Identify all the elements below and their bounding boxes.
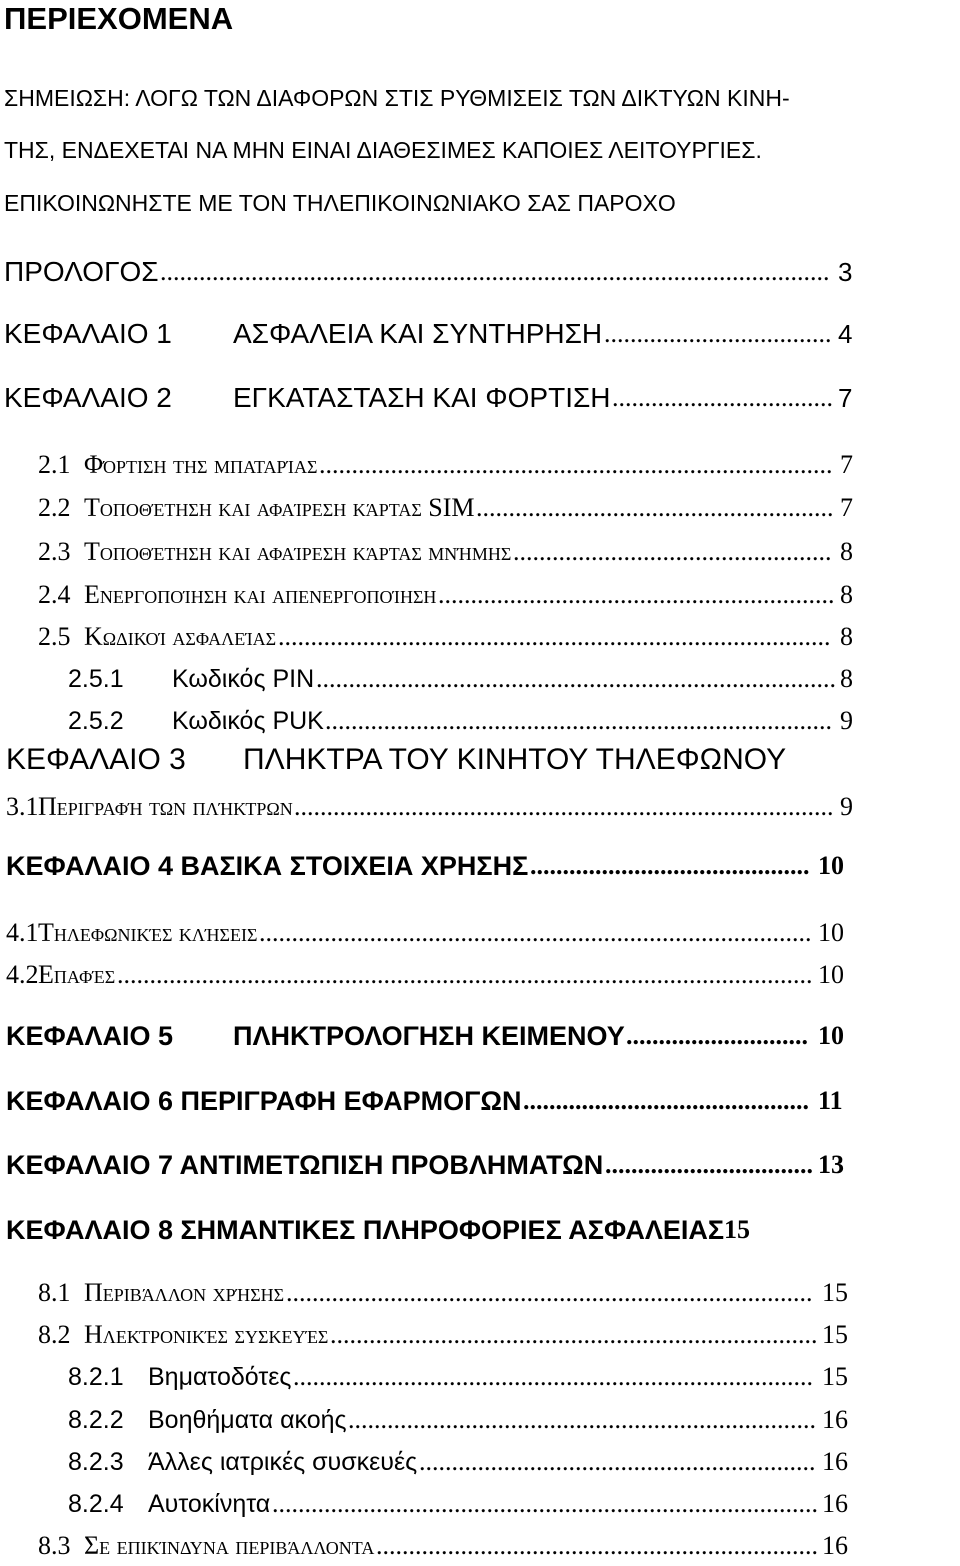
toc-entry[interactable] <box>0 913 960 953</box>
note-line-1: ΣΗΜΕΙΩΣΗ: ΛΟΓΩ ΤΩΝ ΔΙΑΦΟΡΩΝ ΣΤΙΣ ΡΥΘΜΙΣΕΙΣ ΤΩΝ ΔΙΚΤΥΩΝ ΚΙΝΗ- <box>4 85 790 111</box>
toc-entry-page: 8 <box>840 537 853 566</box>
toc-entry-title: Αυτοκίνητα <box>148 1490 271 1518</box>
dot-leader: ................................................................................ <box>293 1362 813 1391</box>
toc-entry-page: 7 <box>838 383 853 413</box>
toc-entry[interactable] <box>0 1081 960 1121</box>
toc-entry[interactable] <box>0 252 960 292</box>
dot-leader: ................................................................................ <box>316 664 836 693</box>
toc-entry-title: ΑΣΦΑΛΕΙΑ ΚΑΙ ΣΥΝΤΗΡΗΣΗ <box>233 318 603 349</box>
toc-entry-number: 3.1 <box>6 792 39 821</box>
dot-leader: ........................................................................ <box>348 1405 816 1434</box>
toc-entry-title: Κωδικός PIN <box>172 665 315 693</box>
toc-entry[interactable] <box>0 1526 960 1566</box>
toc-entry-number: 2.5 <box>38 622 71 651</box>
toc-entry[interactable] <box>0 488 960 528</box>
dot-leader: .................................. <box>612 383 833 412</box>
dot-leader: .............................................................................. <box>325 706 832 735</box>
dot-leader: ..................................................................................... <box>259 918 812 947</box>
dot-leader: ................................ <box>605 1150 813 1179</box>
toc-entry-title: ΠΡΟΛΟΓΟΣ <box>4 256 159 287</box>
toc-entry-number: 8.2.2 <box>68 1406 124 1434</box>
dot-leader: .................................................................................... <box>272 1489 818 1518</box>
toc-entry[interactable] <box>0 1145 960 1185</box>
dot-leader: ..................................................................................... <box>278 622 831 651</box>
toc-entry-title: Τηλεφωνικές κλήσεις <box>38 918 258 947</box>
toc-entry-page: 9 <box>840 792 853 821</box>
dot-leader: ................................................. <box>513 537 832 566</box>
toc-entry[interactable] <box>0 1210 960 1250</box>
dot-leader: ................................................................................. <box>286 1278 813 1307</box>
toc-entry-number: ΚΕΦΑΛΑΙΟ 2 <box>4 382 172 413</box>
dot-leader: ............................................ <box>523 1086 809 1115</box>
toc-entry-page: 7 <box>840 450 853 479</box>
toc-entry[interactable] <box>0 445 960 485</box>
toc-entry-page: 15 <box>822 1278 848 1307</box>
toc-entry-number: 4.1 <box>6 918 39 947</box>
toc-entry-number: 2.5.2 <box>68 707 124 735</box>
dot-leader: ............................................................. <box>438 580 835 609</box>
toc-entry-title: Τοποθέτηση και αφαίρεση κάρτας SIM <box>84 493 475 522</box>
toc-entry[interactable] <box>0 1484 960 1524</box>
toc-entry-title: ΚΕΦΑΛΑΙΟ 7 ΑΝΤΙΜΕΤΩΠΙΣΗ ΠΡΟΒΛΗΜΑΤΩΝ <box>6 1150 604 1180</box>
toc-entry-number: 2.4 <box>38 580 71 609</box>
toc-entry-number: 8.2 <box>38 1320 71 1349</box>
dot-leader: ........................................... <box>530 851 810 880</box>
toc-entry-number: 2.3 <box>38 537 71 566</box>
toc-entry-page: 11 <box>818 1086 843 1115</box>
toc-entry[interactable] <box>0 1357 960 1397</box>
page-title: ΠΕΡΙΕΧΟΜΕΝΑ <box>4 1 234 36</box>
toc-entry[interactable] <box>0 378 960 418</box>
toc-entry-title: ΚΕΦΑΛΑΙΟ 4 ΒΑΣΙΚΑ ΣΤΟΙΧΕΙΑ ΧΡΗΣΗΣ <box>6 851 529 881</box>
note-line-3: ΕΠΙΚΟΙΝΩΝΗΣΤΕ ΜΕ ΤΟΝ ΤΗΛΕΠΙΚΟΙΝΩΝΙΑΚΟ ΣΑΣ ΠΑΡΟΧΟ <box>4 190 676 216</box>
dot-leader: .................................................................... <box>376 1531 818 1560</box>
toc-entry[interactable] <box>0 659 960 699</box>
toc-entry-number: 8.1 <box>38 1278 71 1307</box>
toc-entry[interactable] <box>0 1016 960 1056</box>
toc-entry[interactable] <box>0 617 960 657</box>
toc-entry-title: ΕΓΚΑΤΑΣΤΑΣΗ ΚΑΙ ΦΟΡΤΙΣΗ <box>233 382 611 413</box>
toc-entry-page: 3 <box>838 257 853 287</box>
toc-entry-number: ΚΕΦΑΛΑΙΟ 3 <box>6 743 186 776</box>
toc-entry-page: 10 <box>818 851 844 880</box>
dot-leader: ....................................................................................................... <box>160 257 830 286</box>
toc-entry[interactable] <box>0 314 960 354</box>
toc-entry-page: 10 <box>818 1021 844 1050</box>
toc-entry-number: ΚΕΦΑΛΑΙΟ 5 <box>6 1021 173 1051</box>
toc-entry-number: 2.5.1 <box>68 665 124 693</box>
dot-leader: ................................................................................... <box>294 792 834 821</box>
toc-entry-page: 15 <box>724 1215 750 1244</box>
toc-entry[interactable] <box>0 846 960 886</box>
toc-entry-title: Ηλεκτρονικές συσκευές <box>84 1320 329 1349</box>
toc-entry-number: 8.3 <box>38 1531 71 1560</box>
toc-entry-title: Κωδικοί ασφαλείας <box>84 622 277 651</box>
toc-entry-number: 2.2 <box>38 493 71 522</box>
toc-entry-title: ΚΕΦΑΛΑΙΟ 8 ΣΗΜΑΝΤΙΚΕΣ ΠΛΗΡΟΦΟΡΙΕΣ ΑΣΦΑΛΕΙΑΣ <box>6 1215 725 1245</box>
toc-entry-title: Επαφές <box>38 960 116 989</box>
toc-entry-title: Βηματοδότες <box>148 1363 292 1391</box>
toc-entry-number: ΚΕΦΑΛΑΙΟ 1 <box>4 318 172 349</box>
dot-leader: ............................................................. <box>419 1447 816 1476</box>
toc-entry-title: Βοηθήματα ακοής <box>148 1406 347 1434</box>
toc-entry-number: 8.2.3 <box>68 1448 124 1476</box>
toc-entry-page: 8 <box>840 622 853 651</box>
toc-entry-number: 8.2.4 <box>68 1490 124 1518</box>
toc-entry[interactable] <box>0 1273 960 1313</box>
dot-leader: ................................... <box>604 319 832 348</box>
toc-entry-page: 8 <box>840 664 853 693</box>
toc-entry-title: ΠΛΗΚΤΡΟΛΟΓΗΣΗ ΚΕΙΜΕΝΟΥ <box>233 1021 625 1051</box>
toc-entry-page: 15 <box>822 1362 848 1391</box>
toc-entry-page: 16 <box>822 1531 848 1560</box>
toc-entry-title: Σε επικίνδυνα περιβάλλοντα <box>84 1531 375 1560</box>
toc-entry-page: 10 <box>818 960 844 989</box>
toc-entry-title: ΠΛΗΚΤΡΑ ΤΟΥ ΚΙΝΗΤΟΥ ΤΗΛΕΦΩΝΟΥ <box>243 743 787 776</box>
toc-entry-title: Ενεργοποίηση και απενεργοποίηση <box>84 580 437 609</box>
toc-entry-title: Τοποθέτηση και αφαίρεση κάρτας μνήμης <box>84 537 512 566</box>
toc-entry-page: 10 <box>818 918 844 947</box>
toc-entry[interactable] <box>0 1400 960 1440</box>
dot-leader: ....................................................... <box>476 493 834 522</box>
toc-entry[interactable] <box>0 575 960 615</box>
dot-leader: ........................................................................... <box>330 1320 818 1349</box>
toc-entry-page: 16 <box>822 1405 848 1434</box>
toc-entry-page: 16 <box>822 1447 848 1476</box>
toc-entry[interactable] <box>0 1442 960 1482</box>
toc-entry-page: 9 <box>840 706 853 735</box>
toc-entry[interactable] <box>0 955 960 995</box>
toc-entry-page: 15 <box>822 1320 848 1349</box>
toc-entry[interactable] <box>0 701 960 741</box>
toc-entry-page: 4 <box>838 319 853 349</box>
toc-entry-title: Φόρτιση της μπαταρίας <box>84 450 318 479</box>
toc-entry-number: 4.2 <box>6 960 39 989</box>
note-line-2: ΤΗΣ, ΕΝΔΕΧΕΤΑΙ ΝΑ ΜΗΝ ΕΙΝΑΙ ΔΙΑΘΕΣΙΜΕΣ ΚΑΠΟΙΕΣ ΛΕΙΤΟΥΡΓΙΕΣ. <box>4 137 762 163</box>
toc-entry[interactable] <box>0 1315 960 1355</box>
dot-leader: ........................................................................................................... <box>117 960 813 989</box>
toc-entry-page: 8 <box>840 580 853 609</box>
dot-leader: ............................................................................... <box>319 450 833 479</box>
toc-entry[interactable] <box>0 787 960 827</box>
toc-entry-title: Περιβάλλον χρήσης <box>84 1278 285 1307</box>
toc-entry-number: 2.1 <box>38 450 71 479</box>
toc-entry-page: 16 <box>822 1489 848 1518</box>
toc-entry-title: Περιγραφή των πλήκτρων <box>38 792 293 821</box>
toc-entry-number: 8.2.1 <box>68 1363 124 1391</box>
toc-entry-title: Άλλες ιατρικές συσκευές <box>148 1448 418 1476</box>
toc-entry[interactable] <box>0 532 960 572</box>
dot-leader: ............................ <box>626 1021 808 1050</box>
toc-entry-title: ΚΕΦΑΛΑΙΟ 6 ΠΕΡΙΓΡΑΦΗ ΕΦΑΡΜΟΓΩΝ <box>6 1086 522 1116</box>
toc-entry-title: Κωδικός PUK <box>172 707 324 735</box>
toc-entry-page: 13 <box>818 1150 844 1179</box>
toc-entry-page: 7 <box>840 493 853 522</box>
toc-entry[interactable] <box>0 740 960 780</box>
